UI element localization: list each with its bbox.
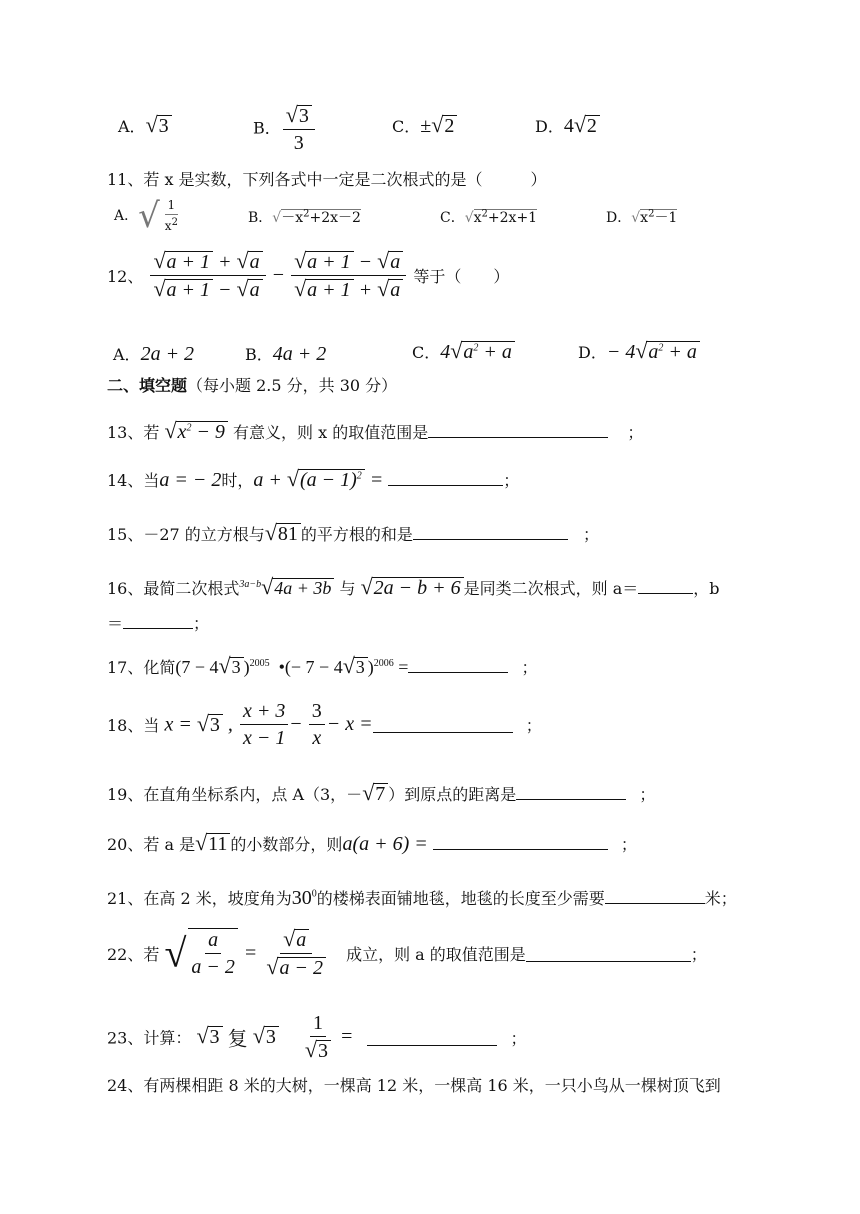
question-suffix: 等于（ ）	[413, 267, 510, 286]
q10-option-d: D．4√2	[535, 114, 600, 138]
question-text: 14、当	[107, 471, 160, 490]
q19: 19、在直角坐标系内，点 A（3，－√7 ）到原点的距离是 ；	[107, 780, 656, 805]
q12-option-a: A．2a + 2	[113, 343, 195, 365]
answer-blank[interactable]	[428, 421, 608, 438]
question-text: 的小数部分，则	[230, 835, 343, 854]
q16: 16、最简二次根式$^{3a-b}$√4a + 3b 与 √2a − b + 6 是同类二次根式，则 a＝ ，b	[107, 574, 720, 599]
q16-continued	[107, 612, 760, 633]
option-label: A．	[113, 345, 141, 364]
question-text: ；	[193, 614, 210, 633]
question-text: 21、在高 2 米，坡度角为	[107, 889, 292, 908]
q21: 21、在高 2 米，坡度角为$30^0$的楼梯表面铺地毯，地毯的长度至少需要 米；	[107, 887, 737, 909]
option-label: A．	[114, 208, 139, 224]
question-text: ；	[510, 1028, 527, 1048]
question-text: 13、若	[107, 423, 160, 442]
q20: 20、若 a 是√11 的小数部分，则a(a + 6) = ；	[107, 830, 637, 855]
answer-blank-b[interactable]	[123, 612, 193, 629]
answer-blank[interactable]	[605, 887, 705, 904]
q13: 13、若 $√x^2 - 9$ 有意义，则 x 的取值范围是 ；	[107, 418, 644, 443]
option-label: C．	[412, 343, 441, 362]
question-text: ；	[627, 423, 644, 442]
option-label: B．	[253, 118, 281, 138]
section-note: （每小题 2.5 分，共 30 分）	[187, 376, 398, 395]
answer-blank[interactable]	[526, 945, 691, 962]
question-text: 是同类二次根式，则 a＝	[463, 579, 639, 598]
q11-option-b: B．$√-x^2+2x-2$	[248, 208, 361, 226]
answer-blank[interactable]	[408, 656, 508, 673]
question-text: 19、在直角坐标系内，点 A（3，－	[107, 785, 363, 804]
question-text: 复	[227, 1026, 248, 1051]
answer-blank[interactable]	[373, 716, 513, 733]
answer-blank[interactable]	[413, 523, 568, 540]
section-title: 二、填空题	[107, 376, 188, 395]
question-text: 与	[339, 579, 356, 598]
q12-stem: 12、 $\frac{√a + 1 + √a}{√a + 1 - √a}$ − $\frac{√a + 1 - √a}{√a + 1 + √a}$ 等于（ ）	[107, 248, 510, 301]
option-label: A．	[118, 117, 146, 136]
q23: 23、计算： √3 复 √3 $\frac{1}{√3}$ = ；	[107, 1012, 527, 1062]
option-label: D．	[578, 343, 607, 362]
q11-option-c: C．$√x^2+2x+1$	[440, 208, 538, 226]
answer-blank[interactable]	[388, 469, 503, 486]
q11-stem: 11、若 x 是实数，下列各式中一定是二次根式的是（ ）	[107, 170, 547, 189]
question-text: ；	[690, 945, 707, 964]
q17: 17、化简(7 − 4√3 )$^{2005}$ •(− 7 − 4√3 )$^{2006}$ = ；	[107, 653, 538, 678]
question-text: ）到原点的距离是	[388, 785, 517, 804]
question-text: ＝	[107, 614, 124, 633]
q10-option-a: A．√3	[118, 114, 172, 138]
question-number: 12、	[107, 267, 144, 286]
question-text: ；	[503, 471, 520, 490]
q11-option-d: D．$√x^2-1$	[606, 208, 678, 226]
answer-blank[interactable]	[433, 833, 608, 850]
q12-option-b: B．4a + 2	[245, 343, 327, 365]
question-text: 的平方根的和是	[300, 525, 413, 544]
option-label: C．	[392, 117, 421, 136]
q18: 18、当 x = √3 , $\frac{x + 3}{x - 1}$ − $\frac{3}{x}$ − x = ；	[107, 700, 542, 749]
answer-blank-a[interactable]	[638, 577, 693, 594]
question-text: 米；	[704, 889, 737, 908]
q10-option-b: B． $\frac{√3}{3}$	[253, 104, 317, 154]
option-label: B．	[245, 345, 273, 364]
question-text: ；	[583, 525, 600, 544]
q11-option-a: A．√ $\frac{1}{x^2}$	[114, 196, 178, 236]
q22: 22、若 √ $\frac{a}{a - 2}$ = $\frac{√a}{√a - 2}$ 成立，则 a 的取值范围是 ；	[107, 926, 707, 979]
question-text: 的楼梯表面铺地毯，地毯的长度至少需要	[316, 889, 605, 908]
q24: 24、有两棵相距 8 米的大树，一棵高 12 米，一棵高 16 米，一只小鸟从一棵树顶飞到	[107, 1076, 721, 1095]
question-text: 15、－27 的立方根与	[107, 525, 265, 544]
question-text: 23、计算：	[107, 1028, 192, 1048]
question-text: ；	[521, 658, 538, 677]
option-label: D．	[606, 210, 632, 226]
question-text: 20、若 a 是	[107, 835, 196, 854]
q12-option-c: C．$4√a^2 + a$	[412, 340, 515, 364]
question-text: ；	[639, 785, 656, 804]
section-2-heading	[107, 376, 760, 395]
q12-option-d: D．− $4√a^2 + a$	[578, 340, 700, 364]
q15: 15、－27 的立方根与√81 的平方根的和是 ；	[107, 520, 600, 545]
q12-fraction-2: $\frac{√a + 1 - √a}{√a + 1 + √a}$	[291, 250, 406, 301]
question-text: 18、当	[107, 716, 160, 735]
question-text: 成立，则 a 的取值范围是	[346, 945, 526, 964]
question-text: 16、最简二次根式	[107, 579, 240, 598]
question-text: 22、若	[107, 945, 160, 964]
answer-blank[interactable]	[367, 1029, 497, 1046]
option-label: B．	[248, 210, 273, 226]
question-text: 时，	[221, 471, 254, 490]
option-label: D．	[535, 117, 564, 136]
q14: 14、当a = − 2时，$a + √(a - 1)^2$ = ；	[107, 466, 520, 491]
q12-fraction-1: $\frac{√a + 1 + √a}{√a + 1 - √a}$	[150, 250, 265, 301]
option-label: C．	[440, 210, 465, 226]
question-text: 17、化简	[107, 658, 176, 677]
question-text: ，b	[693, 579, 720, 598]
answer-blank[interactable]	[516, 783, 626, 800]
question-text: ；	[620, 835, 637, 854]
question-text: 有意义，则 x 的取值范围是	[233, 423, 429, 442]
q10-option-c: C．±√2	[392, 114, 457, 138]
question-text: ；	[525, 716, 542, 735]
